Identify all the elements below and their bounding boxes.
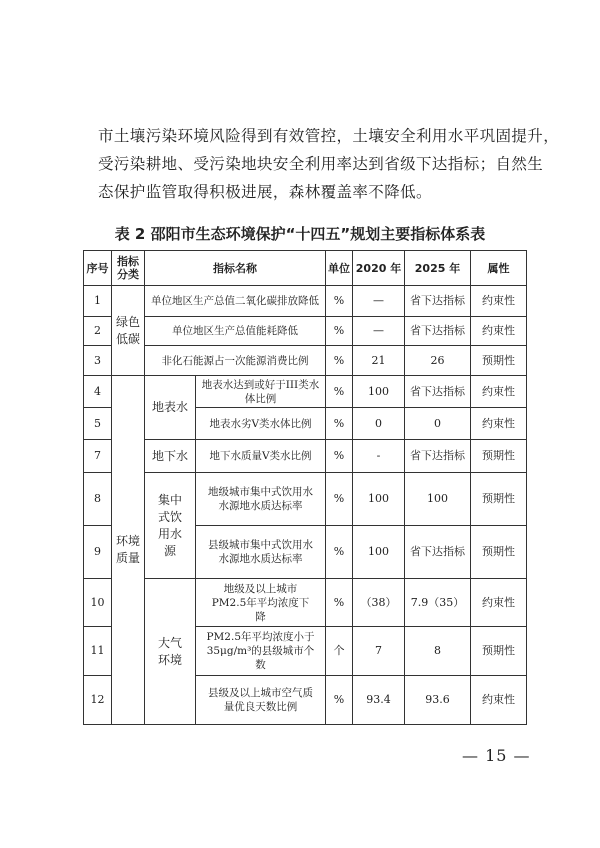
cell-unit: % — [326, 473, 353, 526]
cell-2025: 7.9（35） — [405, 579, 471, 627]
cell-2025: 100 — [405, 473, 471, 526]
page-number: — 15 — — [462, 746, 531, 765]
subcategory-drinking: 集中式饮用水源 — [145, 473, 196, 579]
cell-2020: 7 — [353, 627, 405, 676]
cell-attr: 约束性 — [471, 317, 527, 346]
cell-name: 单位地区生产总值二氧化碳排放降低 — [145, 286, 326, 317]
cell-unit: % — [326, 376, 353, 408]
cell-2020: 100 — [353, 376, 405, 408]
cell-attr: 预期性 — [471, 346, 527, 376]
cell-unit: % — [326, 676, 353, 725]
cell-2025: 省下达指标 — [405, 440, 471, 473]
cell-unit: % — [326, 440, 353, 473]
cell-name: PM2.5年平均浓度小于35μg/m³的县级城市个数 — [196, 627, 326, 676]
cell-attr: 约束性 — [471, 676, 527, 725]
table-row — [84, 473, 527, 526]
cell-unit: % — [326, 317, 353, 346]
table-row — [84, 286, 527, 317]
subcategory-surface: 地表水 — [145, 376, 196, 440]
cell-name: 县级城市集中式饮用水水源地水质达标率 — [196, 526, 326, 579]
cell-attr: 约束性 — [471, 286, 527, 317]
cell-name: 地表水劣V类水体比例 — [196, 408, 326, 440]
cell-unit: % — [326, 579, 353, 627]
table-title: 表 2 邵阳市生态环境保护“十四五”规划主要指标体系表 — [114, 225, 486, 243]
cell-2020: （38） — [353, 579, 405, 627]
header-2025: 2025 年 — [405, 251, 471, 286]
indicator-table — [83, 250, 527, 725]
cell-unit: 个 — [326, 627, 353, 676]
header-2020: 2020 年 — [353, 251, 405, 286]
cell-attr: 预期性 — [471, 526, 527, 579]
header-seq: 序号 — [84, 251, 112, 286]
cell-seq: 4 — [84, 376, 112, 408]
cell-2025: 省下达指标 — [405, 376, 471, 408]
cell-seq: 12 — [84, 676, 112, 725]
cell-2020: 100 — [353, 473, 405, 526]
cell-attr: 约束性 — [471, 376, 527, 408]
paragraph-line: 市土壤污染环境风险得到有效管控，土壤安全利用水平巩固提升， — [98, 127, 560, 145]
cell-name: 县级及以上城市空气质量优良天数比例 — [196, 676, 326, 725]
cell-2020: — — [353, 317, 405, 346]
cell-seq: 11 — [84, 627, 112, 676]
cell-2025: 93.6 — [405, 676, 471, 725]
cell-seq: 2 — [84, 317, 112, 346]
table-row — [84, 579, 527, 627]
cell-2020: 21 — [353, 346, 405, 376]
cell-name: 地级及以上城市PM2.5年平均浓度下降 — [196, 579, 326, 627]
cell-seq: 1 — [84, 286, 112, 317]
cell-name: 地表水达到或好于III类水体比例 — [196, 376, 326, 408]
cell-seq: 10 — [84, 579, 112, 627]
table-row — [84, 376, 527, 408]
header-unit: 单位 — [326, 251, 353, 286]
cell-attr: 约束性 — [471, 579, 527, 627]
category-green: 绿色低碳 — [112, 286, 145, 376]
cell-2020: 100 — [353, 526, 405, 579]
subcategory-ground: 地下水 — [145, 440, 196, 473]
paragraph-line: 态保护监管取得积极进展，森林覆盖率不降低。 — [98, 183, 432, 201]
table-row — [84, 346, 527, 376]
cell-attr: 预期性 — [471, 473, 527, 526]
cell-seq: 3 — [84, 346, 112, 376]
header-category: 指标分类 — [112, 251, 145, 286]
cell-name: 单位地区生产总值能耗降低 — [145, 317, 326, 346]
cell-seq: 7 — [84, 440, 112, 473]
cell-attr: 预期性 — [471, 440, 527, 473]
cell-name: 地级城市集中式饮用水水源地水质达标率 — [196, 473, 326, 526]
table-row — [84, 440, 527, 473]
cell-name: 非化石能源占一次能源消费比例 — [145, 346, 326, 376]
table-header-row — [84, 251, 527, 286]
cell-attr: 约束性 — [471, 408, 527, 440]
cell-2025: 省下达指标 — [405, 317, 471, 346]
cell-2020: — — [353, 286, 405, 317]
cell-seq: 8 — [84, 473, 112, 526]
cell-name: 地下水质量V类水比例 — [196, 440, 326, 473]
cell-unit: % — [326, 526, 353, 579]
cell-seq: 9 — [84, 526, 112, 579]
cell-2025: 8 — [405, 627, 471, 676]
cell-2025: 省下达指标 — [405, 286, 471, 317]
cell-2025: 省下达指标 — [405, 526, 471, 579]
cell-attr: 预期性 — [471, 627, 527, 676]
cell-2025: 26 — [405, 346, 471, 376]
table-row — [84, 317, 527, 346]
cell-2020: 0 — [353, 408, 405, 440]
cell-unit: % — [326, 286, 353, 317]
category-env: 环境质量 — [112, 376, 145, 725]
cell-unit: % — [326, 408, 353, 440]
cell-seq: 5 — [84, 408, 112, 440]
subcategory-air: 大气环境 — [145, 579, 196, 725]
cell-unit: % — [326, 346, 353, 376]
cell-2025: 0 — [405, 408, 471, 440]
header-attr: 属性 — [471, 251, 527, 286]
cell-2020: - — [353, 440, 405, 473]
paragraph-line: 受污染耕地、受污染地块安全利用率达到省级下达指标；自然生 — [98, 155, 544, 173]
cell-2020: 93.4 — [353, 676, 405, 725]
header-name: 指标名称 — [145, 251, 326, 286]
body-paragraph — [98, 122, 558, 206]
